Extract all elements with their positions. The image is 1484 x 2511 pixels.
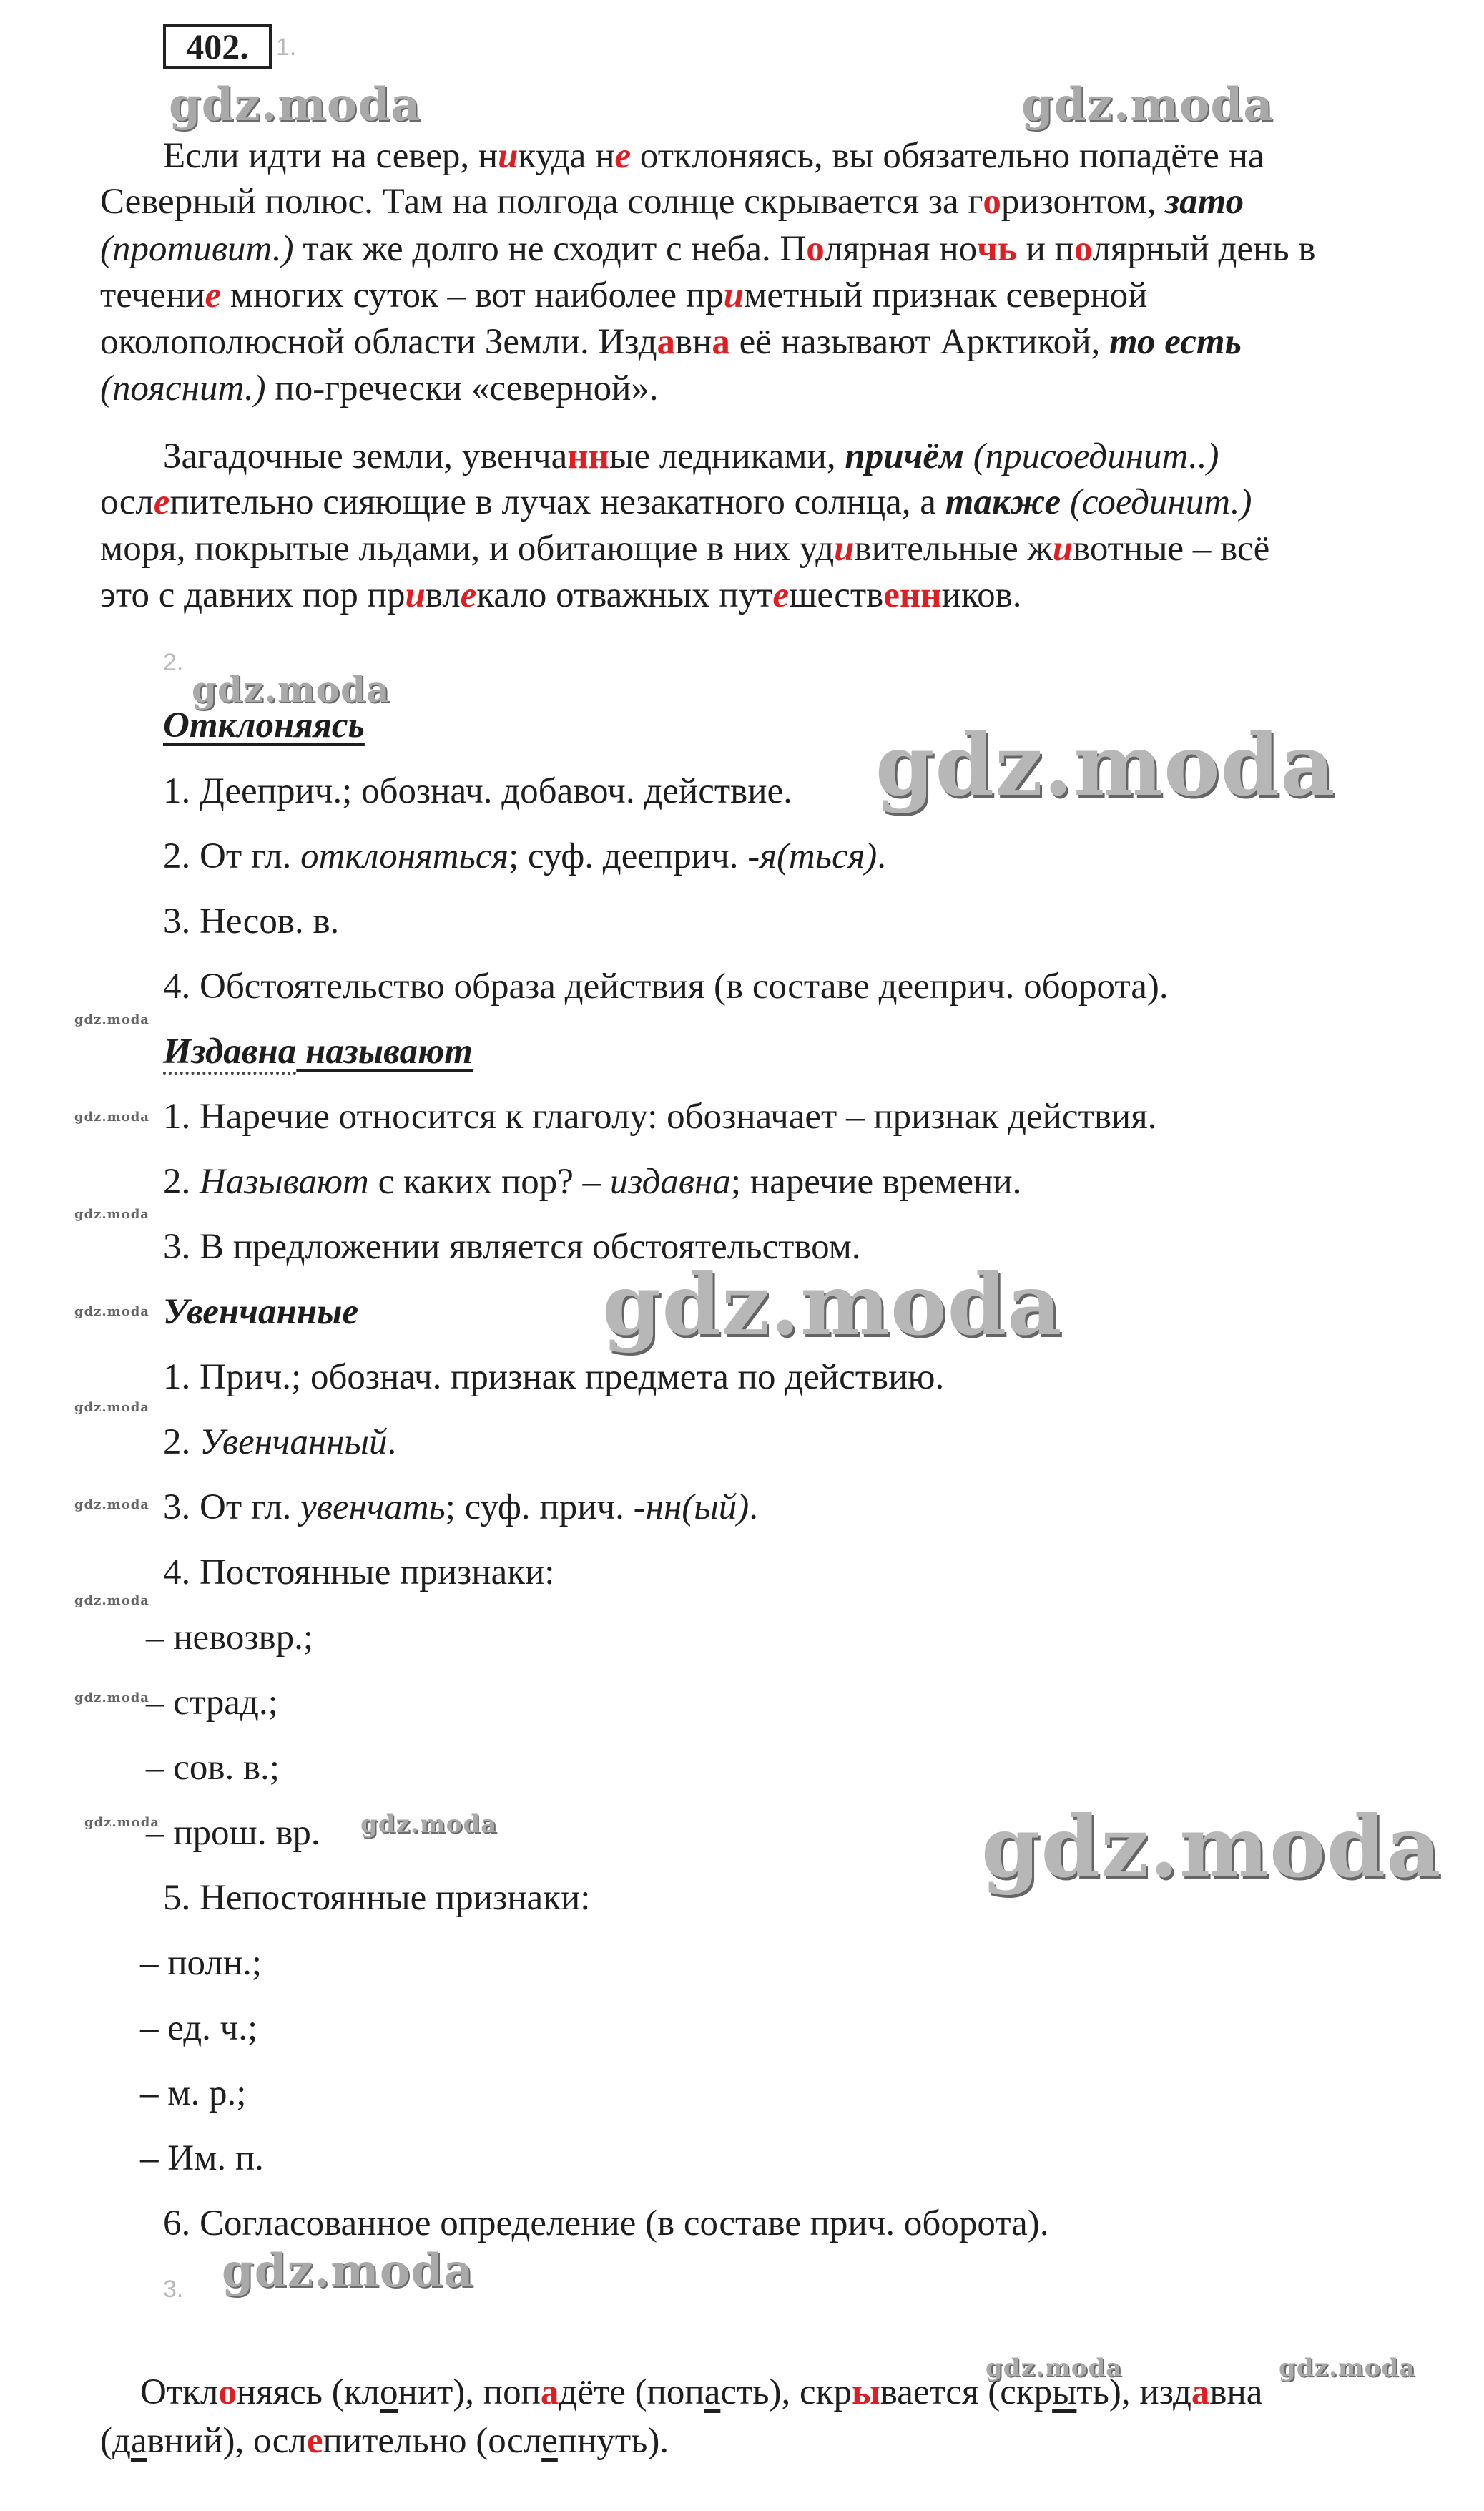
- p3-line-2: (давний), ослепительно (ослепнуть).: [100, 2421, 669, 2461]
- exercise-number: 402.: [163, 24, 272, 69]
- watermark: gdz.moda: [74, 1304, 149, 1319]
- p1-line-3: (противит.) так же долго не сходит с неба. Полярная ночь и полярный день в: [100, 229, 1316, 269]
- p1-line-2: Северный полюс. Там на полгода солнце скрывается за горизонтом, зато: [100, 182, 1244, 222]
- a1-item-4: 4. Обстоятельство образа действия (в составе дееприч. оборота).: [163, 966, 1169, 1007]
- p3-line-1: Отклоняясь (клонит), попадёте (попасть), скрывается (скрыть), издавна: [140, 2372, 1263, 2412]
- watermark: gdz.moda: [1021, 78, 1274, 132]
- p1-line-4: течение многих суток – вот наиболее приметный признак северной: [100, 275, 1148, 315]
- p1-line-1: Если идти на север, никуда не отклоняясь, вы обязательно попадёте на: [163, 136, 1264, 176]
- a3-item-13: – Им. п.: [140, 2138, 264, 2178]
- watermark: gdz.moda: [169, 78, 421, 132]
- a3-item-3: 3. От гл. увенчать; суф. прич. -нн(ый).: [163, 1487, 758, 1527]
- watermark: gdz.moda: [875, 715, 1336, 815]
- a2-item-1: 1. Наречие относится к глаголу: обозначает – признак действия.: [163, 1097, 1157, 1137]
- p1-line-5: околополюсной области Земли. Издавна её называют Арктикой, то есть: [100, 322, 1242, 362]
- a3-item-2: 2. Увенчанный.: [163, 1422, 397, 1462]
- a3-item-4: 4. Постоянные признаки:: [163, 1552, 555, 1592]
- word-title-izdavna: Издавна называют: [163, 1029, 473, 1075]
- a3-item-14: 6. Согласованное определение (в составе прич. оборота).: [163, 2203, 1049, 2243]
- a2-item-2: 2. Называют с каких пор? – издавна; наречие времени.: [163, 1162, 1022, 1202]
- watermark: gdz.moda: [222, 2244, 474, 2298]
- watermark: gdz.moda: [74, 1012, 149, 1027]
- watermark: gdz.moda: [360, 1810, 498, 1839]
- watermark: gdz.moda: [986, 2354, 1123, 2382]
- watermark: gdz.moda: [74, 1400, 149, 1415]
- watermark: gdz.moda: [74, 1207, 149, 1222]
- a3-item-8: – прош. вр.: [146, 1813, 320, 1853]
- a3-item-6: – страд.;: [146, 1683, 278, 1723]
- a3-item-11: – ед. ч.;: [140, 2008, 258, 2048]
- section-3-label: 3.: [163, 2276, 184, 2303]
- a2-item-3: 3. В предложении является обстоятельством.: [163, 1227, 861, 1267]
- watermark: gdz.moda: [192, 668, 390, 710]
- a3-item-1: 1. Прич.; обознач. признак предмета по действию.: [163, 1357, 945, 1397]
- a1-item-2: 2. От гл. отклоняться; суф. дееприч. -я(ться).: [163, 836, 887, 876]
- a3-item-5: – невозвр.;: [146, 1617, 314, 1658]
- p2-line-1: Загадочные земли, увенчанные ледниками, причём (присоединит..): [163, 436, 1219, 476]
- a1-item-3: 3. Несов. в.: [163, 901, 340, 941]
- p2-line-2: ослепительно сияющие в лучах незакатного солнца, а также (соединит.): [100, 482, 1252, 522]
- watermark: gdz.moda: [84, 1815, 159, 1830]
- section-1-label: 1.: [276, 34, 297, 61]
- watermark: gdz.moda: [74, 1497, 149, 1512]
- watermark: gdz.moda: [602, 1255, 1063, 1354]
- a3-item-7: – сов. в.;: [146, 1748, 280, 1788]
- p2-line-3: моря, покрытые льдами, и обитающие в них удивительные животные – всё: [100, 529, 1270, 569]
- watermark: gdz.moda: [74, 1593, 149, 1608]
- section-2-label: 2.: [163, 649, 184, 676]
- a3-item-12: – м. р.;: [140, 2073, 247, 2113]
- p2-line-4: это с давних пор привлекало отважных путешественников.: [100, 575, 1022, 615]
- word-title-uvenchannye: Увенчанные: [163, 1292, 359, 1332]
- p1-line-6: (пояснит.) по-гречески «северной».: [100, 368, 659, 408]
- watermark: gdz.moda: [981, 1797, 1442, 1896]
- watermark: gdz.moda: [74, 1690, 149, 1705]
- word-title-otklonyayas: Отклоняясь: [163, 705, 365, 745]
- a3-item-9: 5. Непостоянные признаки:: [163, 1878, 591, 1918]
- a3-item-10: – полн.;: [140, 1943, 262, 1983]
- watermark: gdz.moda: [74, 1110, 149, 1125]
- a1-item-1: 1. Дееприч.; обознач. добавоч. действие.: [163, 771, 792, 811]
- watermark: gdz.moda: [1279, 2354, 1416, 2382]
